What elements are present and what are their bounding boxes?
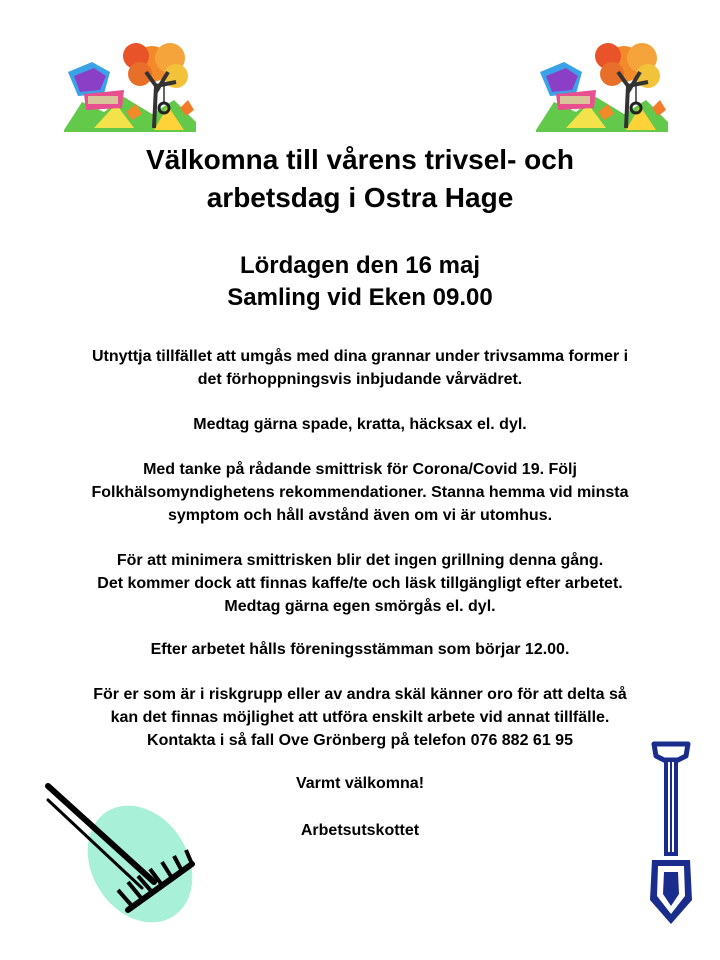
bring-tools-line: Medtag gärna spade, kratta, häcksax el. dyl.	[193, 416, 527, 433]
risk-group-line-1: För er som är i riskgrupp eller av andra skäl känner oro för att delta så	[93, 686, 627, 703]
welcome-line: Varmt välkomna!	[295, 775, 425, 792]
shovel-icon	[644, 740, 698, 928]
event-meeting-time: Samling vid Eken 09.00	[227, 284, 493, 311]
tree-swing-icon	[536, 42, 668, 132]
meeting-line: Efter arbetet hålls föreningsstämman som börjar 12.00.	[150, 641, 570, 658]
food-line-1: För att minimera smittrisken blir det ingen grillning denna gång.	[116, 552, 604, 569]
rake-icon	[42, 778, 200, 928]
risk-group-line-2: kan det finnas möjlighet att utföra enskilt arbete vid annat tillfälle.	[110, 709, 610, 726]
corona-line-1: Med tanke på rådande smittrisk för Corona/Covid 19. Följ	[143, 461, 577, 478]
page-title-line-1: Välkomna till vårens trivsel- och	[146, 144, 574, 175]
event-date: Lördagen den 16 maj	[239, 252, 481, 279]
signature-line: Arbetsutskottet	[300, 822, 420, 839]
corona-line-2: Folkhälsomyndighetens rekommendationer. Stanna hemma vid minsta	[91, 484, 629, 501]
food-line-2: Det kommer dock att finnas kaffe/te och läsk tillgängligt efter arbetet.	[97, 575, 623, 592]
corona-line-3: symptom och håll avstånd även om vi är utomhus.	[167, 507, 553, 524]
tree-swing-icon	[64, 42, 196, 132]
intro-line-1: Utnyttja tillfället att umgås med dina grannar under trivsamma former i	[91, 348, 629, 365]
page-title-line-2: arbetsdag i Ostra Hage	[206, 182, 514, 213]
food-line-3: Medtag gärna egen smörgås el. dyl.	[224, 598, 496, 615]
intro-line-2: det förhoppningsvis inbjudande vårvädret.	[197, 371, 523, 388]
contact-line: Kontakta i så fall Ove Grönberg på telefon 076 882 61 95	[147, 732, 573, 749]
